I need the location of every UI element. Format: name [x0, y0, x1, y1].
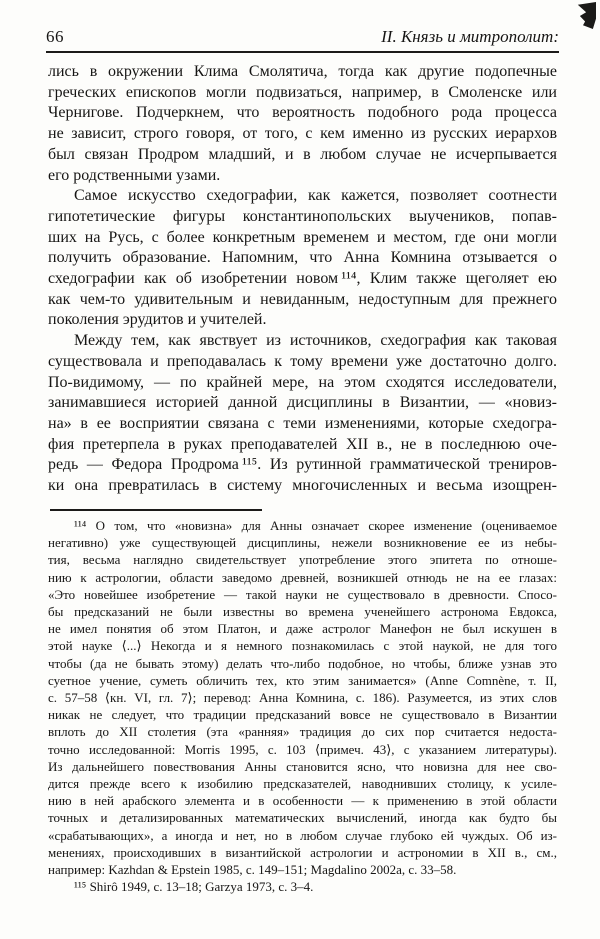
text-line: Между тем, как явствует из источников, схедография как таковая [74, 332, 557, 350]
text-line: нию в ней арабского элемента и в особенности — к применению в этой области [48, 793, 557, 809]
text-line: точно исследованной: Morris 1995, с. 103 ⟨примеч. 43⟩, с указанием литературы). [48, 741, 557, 757]
text-line: греческих епископов могли подвизаться, например, в Смоленске или [48, 83, 557, 101]
paragraph [48, 186, 557, 331]
text-line: на» в ее восприятии связана с теми изменениями, которые схедогра- [48, 414, 557, 432]
text-line: с. 57–58 ⟨кн. VI, гл. 7⟩; перевод: Анна Комнина, с. 186). Разумеется, из этих слов [48, 690, 557, 706]
text-line: «срабатывающих», а иногда и нет, но в любом случае глубоко ей чуждых. Об из- [48, 827, 557, 843]
text-line: схедографии как об изобретении новом ¹¹⁴, Клим также щеголяет ею [48, 270, 557, 288]
text-line: гипотетические фигуры константинопольских выучеников, попав- [48, 207, 557, 225]
text-line: тия, весьма наглядно свидетельствует употребление этого эпитета по отноше- [48, 552, 557, 568]
text-line: как чем-то удивительным и невиданным, недоступным для прежнего [48, 290, 557, 308]
footnote-separator [50, 509, 262, 511]
body-text [48, 62, 557, 497]
text-line: не имел понятия об этом Платон, и даже астролог Манефон не был искушен в [48, 621, 557, 637]
text-line: чтобы (да не бывать этому) делать что-либо подобное, но чтобы, ближе узнав это [48, 655, 557, 671]
text-line: Самое искусство схедографии, как кажется, позволяет соотнести [74, 187, 557, 205]
text-line: никак не следует, что традиции предсказаний вовсе не существовало в Византии [48, 707, 557, 723]
paragraph [48, 517, 557, 878]
paragraph [48, 878, 557, 895]
text-line: например: Kazhdan & Epstein 1985, с. 149–151; Magdalino 2002а, с. 33–58. [48, 862, 457, 878]
text-line: не зависит, строго говоря, от того, с кем именно из русских иерархов [48, 125, 557, 143]
text-line: его родственными узами. [48, 166, 221, 184]
text-line: негативно) уже существующей дисциплины, нежели возникновение ее из небы- [48, 535, 557, 551]
scan-blemish-mark [570, 2, 596, 29]
text-line: дится прежде всего к изобилию предсказателей, наводнивших столицу, к усиле- [48, 776, 557, 792]
text-line: ¹¹⁵ Shirô 1949, с. 13–18; Garzya 1973, с. 3–4. [74, 879, 314, 895]
text-line: лись в окружении Клима Смолятича, тогда как другие подопечные [48, 63, 557, 80]
text-line: существовала и преподавалась к тому времени уже достаточно долго. [48, 352, 557, 370]
text-line: ¹¹⁴ О том, что «новизна» для Анны означает скорее изменение (оцениваемое [74, 518, 557, 533]
running-header [46, 27, 559, 53]
text-line: Чернигове. Подчеркнем, что вероятность подобного рода процесса [48, 104, 557, 122]
text-line: занимавшиеся историей данной дисциплины в Византии, — «новиз- [48, 394, 557, 412]
paragraph [48, 331, 557, 497]
paragraph [48, 62, 557, 186]
text-line: менениях, происходивших в византийской астрологии и астрономии в XII в., см., [48, 844, 557, 860]
text-line: этой науке ⟨...⟩ Некогда и я немного познакомилась с этой наукой, не для того [48, 638, 557, 654]
running-header-title: II. Князь и митрополит: [381, 27, 559, 46]
text-line: был связан Продром младший, и в любом случае не исчерпывается [48, 145, 557, 163]
text-line: ки она превратилась в систему многочисленных и весьма изощрен- [48, 477, 557, 495]
text-line: нию к астрологии, области заведомо древней, возникшей отнюдь не на ее глазах: [48, 569, 557, 585]
text-line: получить образование. Напомним, что Анна Комнина отзывается о [48, 249, 557, 267]
footnotes-block [48, 517, 557, 895]
text-line: редь — Федора Продрома ¹¹⁵. Из рутинной грамматической трениров- [48, 456, 557, 474]
text-line: поколения эрудитов и учителей. [48, 311, 267, 329]
text-line: Из дальнейшего повествования Анны становится ясно, что новизна для нее сво- [48, 758, 557, 774]
text-line: фия претерпела в руках преподавателей XII в., не в последнюю оче- [48, 435, 557, 453]
text-line: вплоть до XII столетия (эта «ранняя» традиция до сих пор считается недоста- [48, 724, 557, 740]
text-line: точных и детализированных математических вычислений, иногда как будто бы [48, 810, 557, 826]
page-number: 66 [46, 27, 64, 46]
text-line: По-видимому, — по крайней мере, на этом сходятся исследователи, [48, 373, 557, 391]
text-line: ших на Русь, с более конкретным временем и местом, где они могли [48, 228, 557, 246]
text-line: «Это новейшее изобретение — такой науки не существовало в древности. Спосо- [48, 586, 557, 602]
text-line: суетное учение, суметь обличить тех, кто этим занимается» (Anne Comnène, т. II, [48, 672, 557, 688]
text-line: бы предсказаний не были известны во времена ученейшего астронома Евдокса, [48, 604, 557, 620]
